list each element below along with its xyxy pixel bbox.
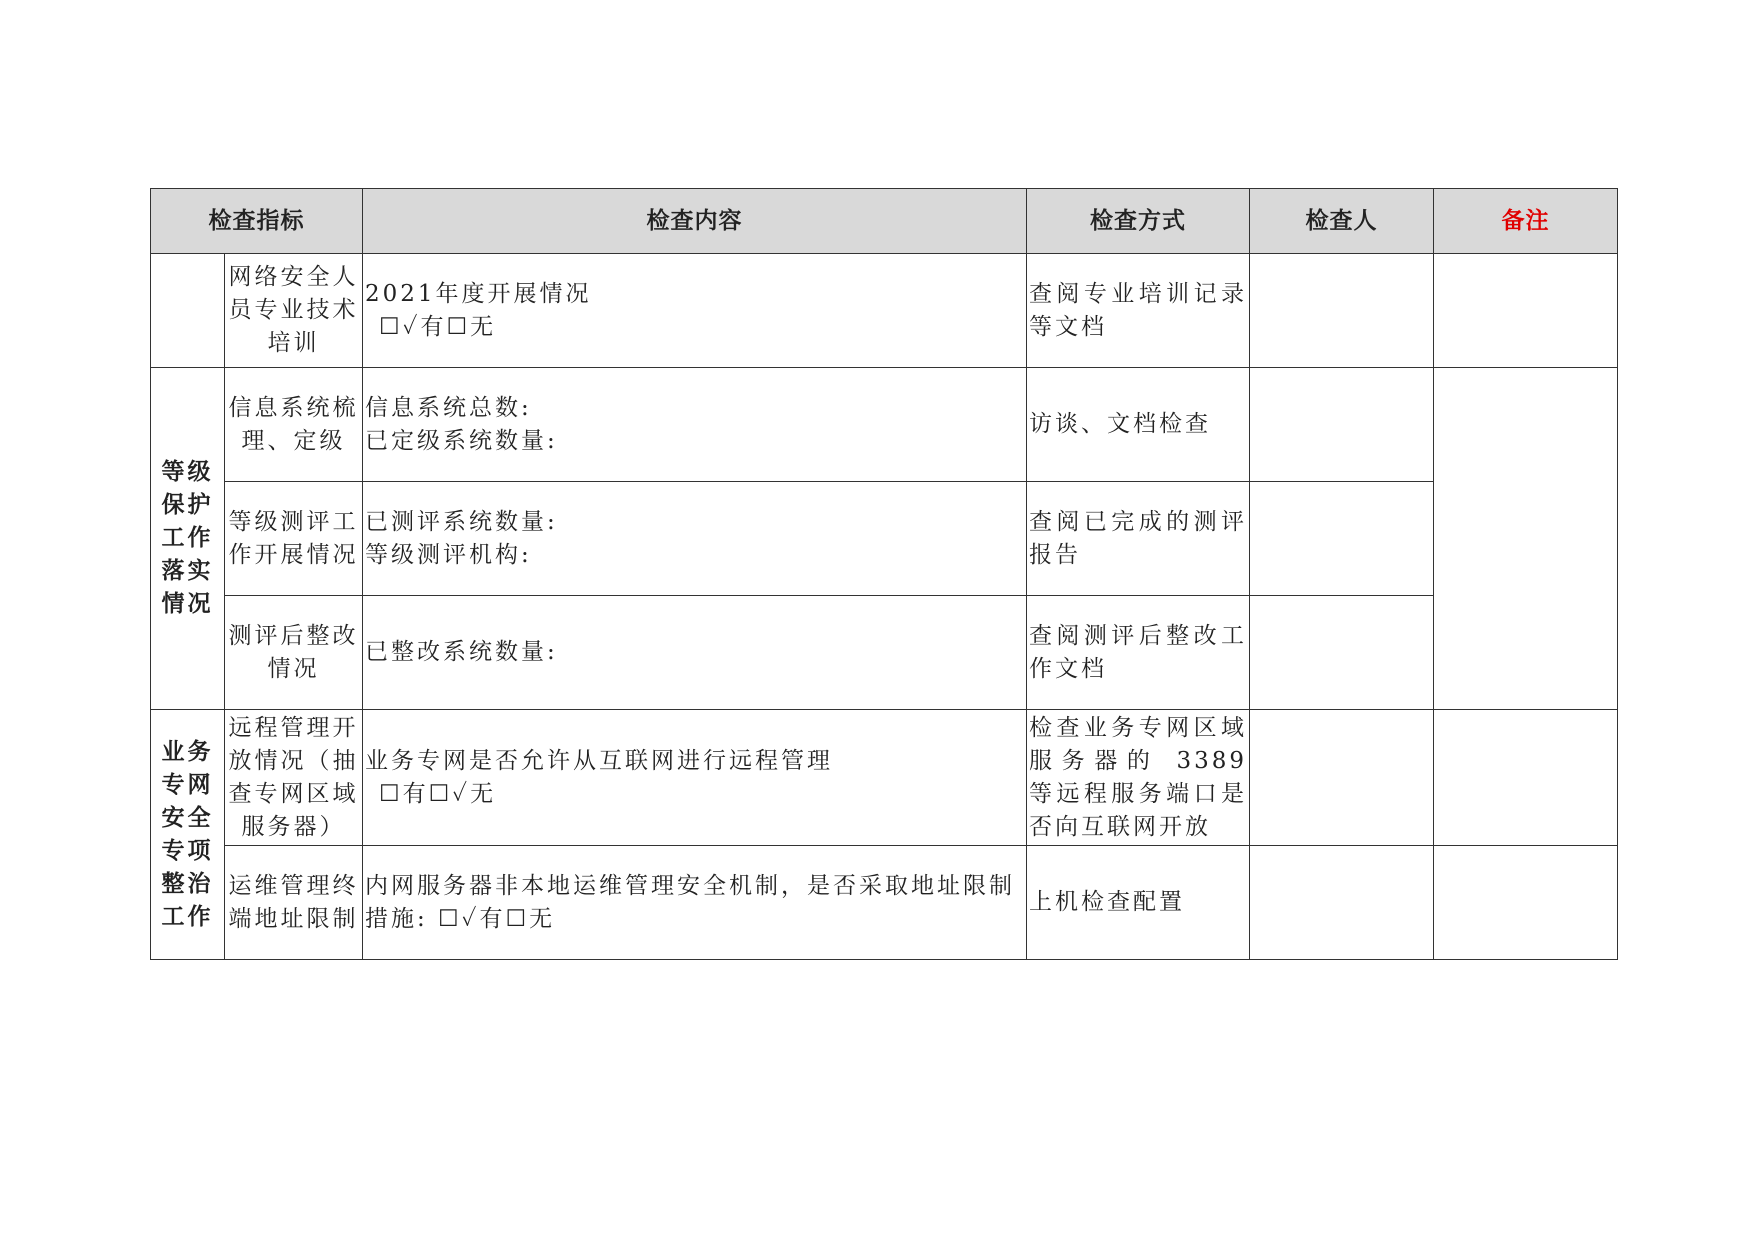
remarks-cell[interactable] [1434,254,1618,368]
inspector-cell[interactable] [1250,482,1434,596]
checkbox-options: ☐有☐✓无 [379,780,497,807]
table-row [151,254,1618,368]
table-row [151,710,1618,846]
content-line: 业务专网是否允许从互联网进行远程管理 [365,747,833,774]
header-remarks: 备注 [1434,189,1618,254]
remarks-cell[interactable] [1434,846,1618,960]
method-cell: 检查业务专网区域服务器的 3389 等远程服务端口是否向互联网开放 [1027,710,1250,846]
content-line: 信息系统总数: [365,394,532,421]
table-row [151,482,1618,596]
content-line: 已测评系统数量: [365,508,558,535]
category-cell-empty [151,254,225,368]
content-cell [363,596,1027,710]
content-cell [363,482,1027,596]
method-cell: 查阅专业培训记录等文档 [1027,254,1250,368]
header-content: 检查内容 [363,189,1027,254]
sub-indicator: 网络安全人员专业技术培训 [225,254,363,368]
sub-indicator: 测评后整改情况 [225,596,363,710]
inspector-cell[interactable] [1250,254,1434,368]
content-line: 等级测评机构: [365,541,532,568]
inspector-cell[interactable] [1250,710,1434,846]
header-row [151,189,1618,254]
sub-indicator: 运维管理终端地址限制 [225,846,363,960]
content-line: 已定级系统数量: [365,427,558,454]
header-indicator: 检查指标 [151,189,363,254]
sub-indicator: 等级测评工作开展情况 [225,482,363,596]
inspector-cell[interactable] [1250,846,1434,960]
table-row [151,596,1618,710]
category-business-network: 业务专网安全专项整治工作 [151,710,225,960]
table-row [151,846,1618,960]
method-cell: 上机检查配置 [1027,846,1250,960]
category-grade-protection: 等级保护工作落实情况 [151,368,225,710]
inspection-table [150,188,1618,960]
table-row [151,368,1618,482]
content-cell [363,254,1027,368]
content-line: 2021年度开展情况 [365,280,592,307]
content-cell [363,710,1027,846]
content-line: 已整改系统数量: [365,639,558,665]
method-cell: 访谈、文档检查 [1027,368,1250,482]
remarks-cell[interactable] [1434,710,1618,846]
sub-indicator: 信息系统梳理、定级 [225,368,363,482]
remarks-cell[interactable] [1434,368,1618,710]
content-cell: 内网服务器非本地运维管理安全机制，是否采取地址限制措施: ☐✓有☐无 [363,846,1027,960]
inspector-cell[interactable] [1250,596,1434,710]
checkbox-options: ☐✓有☐无 [379,313,497,340]
method-cell: 查阅测评后整改工作文档 [1027,596,1250,710]
header-method: 检查方式 [1027,189,1250,254]
method-cell: 查阅已完成的测评报告 [1027,482,1250,596]
content-cell [363,368,1027,482]
sub-indicator: 远程管理开放情况（抽查专网区域服务器） [225,710,363,846]
header-inspector: 检查人 [1250,189,1434,254]
inspector-cell[interactable] [1250,368,1434,482]
